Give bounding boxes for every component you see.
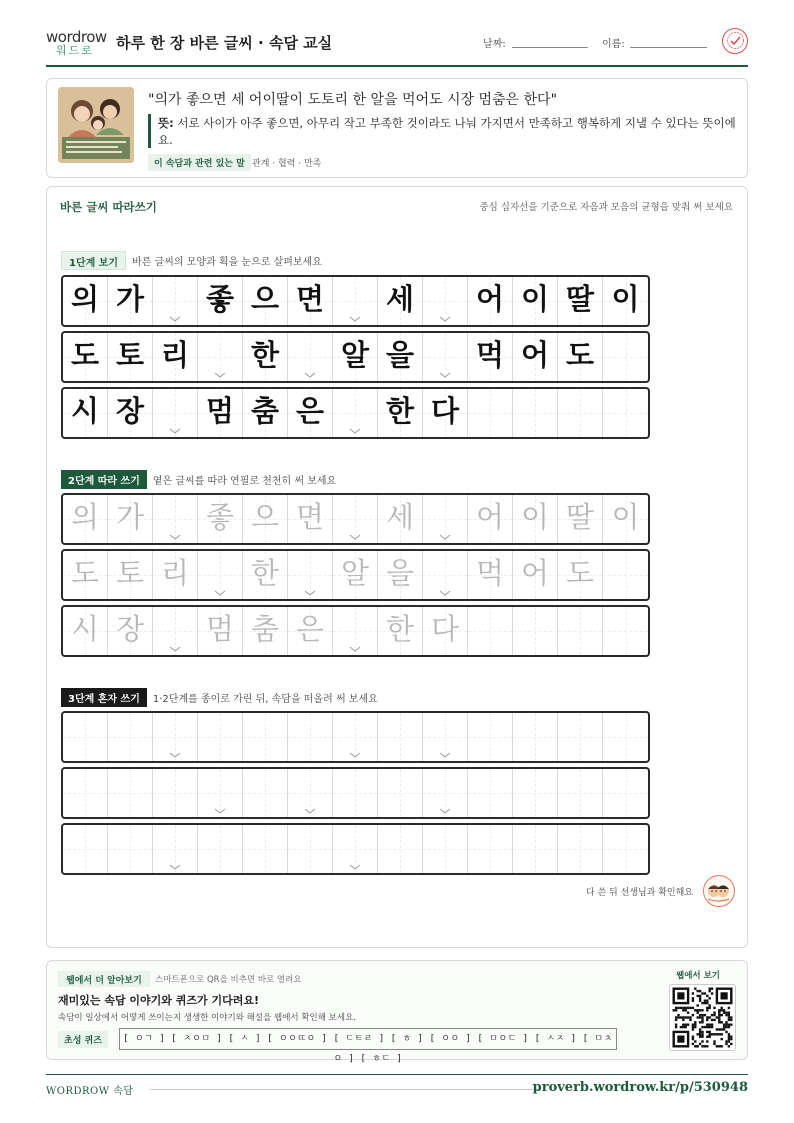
- writing-cell[interactable]: [153, 713, 198, 761]
- writing-cell[interactable]: [423, 551, 468, 599]
- grid-character: 춤: [250, 612, 279, 646]
- grid-character: 한: [250, 338, 279, 372]
- writing-row: [61, 605, 650, 657]
- writing-cell[interactable]: [333, 607, 378, 655]
- writing-cell: [603, 389, 648, 437]
- step1-description: 바른 글씨의 모양과 획을 눈으로 살펴보세요: [132, 257, 322, 268]
- writing-cell[interactable]: [513, 495, 558, 543]
- space-mark-icon: [169, 534, 181, 540]
- writing-cell[interactable]: [333, 769, 378, 817]
- writing-cell[interactable]: [153, 769, 198, 817]
- writing-cell: [513, 277, 558, 325]
- footer-rule: [150, 1089, 538, 1090]
- footer-url[interactable]: proverb.wordrow.kr/p/530948: [532, 1080, 748, 1095]
- writing-cell: [333, 277, 378, 325]
- writing-cell[interactable]: [513, 551, 558, 599]
- writing-cell: [288, 333, 333, 381]
- writing-cell: [198, 389, 243, 437]
- writing-row: [61, 493, 650, 545]
- writing-cell[interactable]: [468, 607, 513, 655]
- grid-character: 어: [520, 556, 549, 590]
- grid-character: 한: [385, 612, 414, 646]
- good-job-stamp-icon: [722, 28, 748, 54]
- grid-character: 을: [385, 338, 414, 372]
- writing-cell[interactable]: [423, 495, 468, 543]
- writing-cell[interactable]: [558, 495, 603, 543]
- space-mark-icon: [349, 864, 361, 870]
- grid-character: 어: [475, 282, 504, 316]
- web-promo-card: [46, 960, 748, 1064]
- step2-description: 옅은 글씨를 따라 연필로 천천히 써 보세요: [152, 476, 337, 487]
- writing-cell[interactable]: [603, 825, 648, 873]
- teacher-check-text: 다 쓴 뒤 선생님과 확인해요: [585, 888, 693, 898]
- practice-description: 중심 십자선을 기준으로 자음과 모음의 균형을 맞춰 써 보세요: [479, 202, 733, 213]
- space-mark-icon: [439, 534, 451, 540]
- writing-cell[interactable]: [243, 607, 288, 655]
- proverb-illustration: [58, 87, 134, 163]
- grid-character: 멈: [205, 394, 234, 428]
- writing-cell: [558, 333, 603, 381]
- writing-cell[interactable]: [513, 825, 558, 873]
- writing-cell: [378, 389, 423, 437]
- promo-title: 재미있는 속담 이야기와 퀴즈가 기다려요!: [58, 994, 259, 1007]
- step3-label: 3단계 혼자 쓰기: [61, 688, 147, 707]
- space-mark-icon: [439, 752, 451, 758]
- grid-character: 은: [295, 612, 324, 646]
- writing-cell[interactable]: [63, 769, 108, 817]
- writing-cell: [63, 389, 108, 437]
- writing-cell: [108, 277, 153, 325]
- grid-character: 의: [70, 282, 99, 316]
- writing-cell[interactable]: [513, 713, 558, 761]
- grid-character: 으: [250, 282, 279, 316]
- grid-character: 리: [160, 556, 189, 590]
- writing-cell[interactable]: [198, 495, 243, 543]
- grid-character: 면: [295, 282, 324, 316]
- footer-brand: WORDROW 속담: [46, 1086, 134, 1097]
- writing-cell: [153, 389, 198, 437]
- writing-cell: [423, 277, 468, 325]
- writing-cell[interactable]: [63, 713, 108, 761]
- writing-cell: [63, 277, 108, 325]
- space-mark-icon: [439, 372, 451, 378]
- writing-cell[interactable]: [153, 825, 198, 873]
- writing-cell[interactable]: [378, 607, 423, 655]
- grid-character: 세: [385, 282, 414, 316]
- grid-character: 다: [430, 612, 459, 646]
- writing-cell: [468, 389, 513, 437]
- writing-cell[interactable]: [603, 551, 648, 599]
- writing-cell[interactable]: [63, 495, 108, 543]
- writing-cell[interactable]: [243, 713, 288, 761]
- writing-cell[interactable]: [558, 607, 603, 655]
- related-words: 관계 · 협력 · 만족: [252, 159, 322, 169]
- writing-cell: [153, 333, 198, 381]
- grid-character: 한: [385, 394, 414, 428]
- grid-character: 다: [430, 394, 459, 428]
- step2-header: [61, 469, 336, 489]
- step3-header: [61, 687, 378, 707]
- writing-cell[interactable]: [603, 607, 648, 655]
- writing-row: [61, 331, 650, 383]
- writing-cell[interactable]: [108, 551, 153, 599]
- space-mark-icon: [439, 590, 451, 596]
- writing-row: [61, 767, 650, 819]
- grid-character: 먹: [475, 338, 504, 372]
- writing-cell: [333, 389, 378, 437]
- logo-text: wordrow: [46, 28, 107, 46]
- grid-character: 딸: [565, 282, 594, 316]
- writing-cell: [378, 333, 423, 381]
- space-mark-icon: [439, 316, 451, 322]
- writing-cell[interactable]: [558, 713, 603, 761]
- grid-character: 좋: [205, 500, 234, 534]
- writing-cell: [603, 333, 648, 381]
- writing-cell[interactable]: [243, 551, 288, 599]
- writing-cell[interactable]: [288, 769, 333, 817]
- writing-cell[interactable]: [288, 713, 333, 761]
- meaning-label: 뜻:: [158, 116, 174, 130]
- date-label: 날짜:: [483, 39, 506, 50]
- writing-cell[interactable]: [288, 825, 333, 873]
- writing-row: [61, 823, 650, 875]
- grid-character: 좋: [205, 282, 234, 316]
- space-mark-icon: [169, 864, 181, 870]
- writing-row: [61, 387, 650, 439]
- writing-cell[interactable]: [198, 769, 243, 817]
- web-more-label[interactable]: 웹에서 더 알아보기: [58, 971, 150, 987]
- grid-character: 이: [520, 500, 549, 534]
- writing-cell: [378, 277, 423, 325]
- writing-cell: [558, 389, 603, 437]
- writing-cell[interactable]: [243, 825, 288, 873]
- grid-character: 도: [70, 338, 99, 372]
- grid-character: 한: [250, 556, 279, 590]
- writing-cell[interactable]: [108, 825, 153, 873]
- promo-description: 속담이 일상에서 어떻게 쓰이는지 생생한 이야기와 해설을 웹에서 확인해 보세요.: [58, 1013, 356, 1023]
- writing-cell[interactable]: [243, 495, 288, 543]
- writing-cell[interactable]: [378, 495, 423, 543]
- grid-character: 시: [70, 612, 99, 646]
- grid-character: 멈: [205, 612, 234, 646]
- kids-stamp-icon: [703, 875, 735, 907]
- date-field[interactable]: [512, 47, 588, 48]
- writing-cell: [513, 333, 558, 381]
- writing-row: [61, 711, 650, 763]
- space-mark-icon: [214, 590, 226, 596]
- writing-cell[interactable]: [603, 495, 648, 543]
- writing-cell[interactable]: [288, 551, 333, 599]
- writing-cell[interactable]: [558, 825, 603, 873]
- space-mark-icon: [304, 372, 316, 378]
- writing-cell[interactable]: [603, 769, 648, 817]
- grid-character: 토: [115, 338, 144, 372]
- writing-row: [61, 275, 650, 327]
- space-mark-icon: [214, 372, 226, 378]
- writing-cell: [198, 277, 243, 325]
- writing-cell: [468, 333, 513, 381]
- quiz-label: 초성 퀴즈: [58, 1031, 108, 1048]
- writing-cell[interactable]: [468, 825, 513, 873]
- grid-character: 을: [385, 556, 414, 590]
- qr-code-icon[interactable]: [669, 984, 736, 1051]
- grid-character: 장: [115, 612, 144, 646]
- meaning-text: 서로 사이가 아주 좋으면, 아무리 작고 부족한 것이라도 나눠 가지면서 만족하고 행복하게 지낼 수 있다는 뜻이에요.: [158, 116, 736, 147]
- writing-cell[interactable]: [378, 769, 423, 817]
- writing-cell[interactable]: [468, 769, 513, 817]
- writing-cell[interactable]: [423, 769, 468, 817]
- writing-row: [61, 549, 650, 601]
- initial-consonant-quiz: [ ㅇㄱ ] [ ㅈㅇㅁ ] [ ㅅ ] [ ㅇㅇㄸㅇ ] [ ㄷㅌㄹ ] [ ㅎ ] [ ㅇㅇ ] [ ㅁㅇㄷ ] [ ㅅㅈ ] [ ㅁㅊㅇ ] [ ㅎㄷ ]: [119, 1028, 617, 1050]
- wordrow-logo[interactable]: [46, 28, 108, 58]
- grid-character: 세: [385, 500, 414, 534]
- writing-cell: [558, 277, 603, 325]
- space-mark-icon: [349, 752, 361, 758]
- grid-character: 가: [115, 282, 144, 316]
- writing-cell[interactable]: [63, 825, 108, 873]
- space-mark-icon: [349, 646, 361, 652]
- web-hint: 스마트폰으로 QR을 비추면 바로 열려요: [155, 975, 302, 985]
- writing-cell[interactable]: [513, 607, 558, 655]
- writing-cell[interactable]: [108, 607, 153, 655]
- related-words-label: 이 속담과 관련 있는 말: [148, 154, 251, 171]
- writing-cell[interactable]: [288, 607, 333, 655]
- grid-character: 알: [340, 556, 369, 590]
- writing-cell[interactable]: [468, 551, 513, 599]
- writing-cell[interactable]: [333, 495, 378, 543]
- name-label: 이름:: [602, 39, 625, 50]
- writing-cell[interactable]: [63, 551, 108, 599]
- writing-cell[interactable]: [468, 713, 513, 761]
- writing-cell[interactable]: [63, 607, 108, 655]
- writing-cell[interactable]: [558, 551, 603, 599]
- writing-cell[interactable]: [198, 607, 243, 655]
- grid-character: 리: [160, 338, 189, 372]
- space-mark-icon: [349, 428, 361, 434]
- writing-cell: [243, 277, 288, 325]
- writing-cell[interactable]: [423, 825, 468, 873]
- grid-character: 도: [565, 338, 594, 372]
- writing-cell: [153, 277, 198, 325]
- grid-character: 이: [611, 282, 640, 316]
- grid-character: 이: [520, 282, 549, 316]
- grid-character: 알: [340, 338, 369, 372]
- writing-cell: [198, 333, 243, 381]
- space-mark-icon: [169, 428, 181, 434]
- step1-header: [61, 250, 322, 270]
- writing-cell[interactable]: [153, 607, 198, 655]
- grid-character: 시: [70, 394, 99, 428]
- writing-cell[interactable]: [153, 551, 198, 599]
- header-divider: [46, 65, 748, 67]
- logo-subtext: 워드로: [56, 44, 94, 57]
- writing-cell[interactable]: [108, 495, 153, 543]
- grid-character: 의: [70, 500, 99, 534]
- writing-cell: [243, 333, 288, 381]
- writing-cell: [423, 333, 468, 381]
- space-mark-icon: [349, 316, 361, 322]
- writing-cell[interactable]: [378, 713, 423, 761]
- writing-cell: [603, 277, 648, 325]
- writing-cell[interactable]: [198, 551, 243, 599]
- step1-label: 1단계 보기: [61, 251, 126, 270]
- writing-cell: [63, 333, 108, 381]
- writing-cell[interactable]: [603, 713, 648, 761]
- meaning-accent-bar: [148, 114, 151, 148]
- writing-cell: [243, 389, 288, 437]
- grid-character: 으: [250, 500, 279, 534]
- space-mark-icon: [214, 808, 226, 814]
- writing-cell[interactable]: [423, 607, 468, 655]
- space-mark-icon: [304, 590, 316, 596]
- grid-character: 은: [295, 394, 324, 428]
- writing-cell[interactable]: [198, 825, 243, 873]
- qr-label: 웹에서 보기: [676, 971, 721, 981]
- footer-divider: [46, 1074, 748, 1075]
- writing-cell[interactable]: [288, 495, 333, 543]
- proverb-title: "의가 좋으면 세 어이딸이 도토리 한 알을 먹어도 시장 멈춤은 한다": [148, 92, 558, 108]
- proverb-meaning: [158, 115, 742, 149]
- grid-character: 딸: [565, 500, 594, 534]
- grid-character: 이: [611, 500, 640, 534]
- writing-cell[interactable]: [198, 713, 243, 761]
- grid-character: 면: [295, 500, 324, 534]
- writing-cell[interactable]: [108, 769, 153, 817]
- grid-character: 토: [115, 556, 144, 590]
- space-mark-icon: [169, 316, 181, 322]
- writing-cell[interactable]: [108, 713, 153, 761]
- writing-cell[interactable]: [378, 551, 423, 599]
- step2-label: 2단계 따라 쓰기: [61, 470, 147, 489]
- proverb-card: [46, 78, 748, 178]
- writing-cell: [108, 333, 153, 381]
- space-mark-icon: [169, 646, 181, 652]
- writing-cell: [108, 389, 153, 437]
- writing-cell: [288, 389, 333, 437]
- writing-cell[interactable]: [378, 825, 423, 873]
- grid-character: 장: [115, 394, 144, 428]
- space-mark-icon: [439, 808, 451, 814]
- writing-cell[interactable]: [468, 495, 513, 543]
- writing-cell[interactable]: [153, 495, 198, 543]
- grid-character: 어: [475, 500, 504, 534]
- grid-character: 먹: [475, 556, 504, 590]
- writing-cell: [513, 389, 558, 437]
- writing-cell[interactable]: [333, 713, 378, 761]
- writing-cell: [288, 277, 333, 325]
- writing-cell[interactable]: [423, 713, 468, 761]
- writing-cell: [468, 277, 513, 325]
- space-mark-icon: [304, 808, 316, 814]
- grid-character: 가: [115, 500, 144, 534]
- grid-character: 어: [520, 338, 549, 372]
- practice-section: [46, 186, 748, 948]
- writing-cell[interactable]: [243, 769, 288, 817]
- writing-cell[interactable]: [558, 769, 603, 817]
- page-title: 하루 한 장 바른 글씨 · 속담 교실: [116, 34, 333, 52]
- writing-cell[interactable]: [333, 551, 378, 599]
- writing-cell[interactable]: [513, 769, 558, 817]
- writing-cell: [333, 333, 378, 381]
- writing-cell: [423, 389, 468, 437]
- grid-character: 도: [565, 556, 594, 590]
- practice-title: 바른 글씨 따라쓰기: [60, 200, 157, 214]
- page-header: [46, 26, 748, 66]
- grid-character: 도: [70, 556, 99, 590]
- writing-cell[interactable]: [333, 825, 378, 873]
- space-mark-icon: [349, 534, 361, 540]
- name-field[interactable]: [630, 47, 707, 48]
- grid-character: 춤: [250, 394, 279, 428]
- space-mark-icon: [169, 752, 181, 758]
- step3-description: 1·2단계를 종이로 가린 뒤, 속담을 떠올려 써 보세요: [152, 694, 378, 705]
